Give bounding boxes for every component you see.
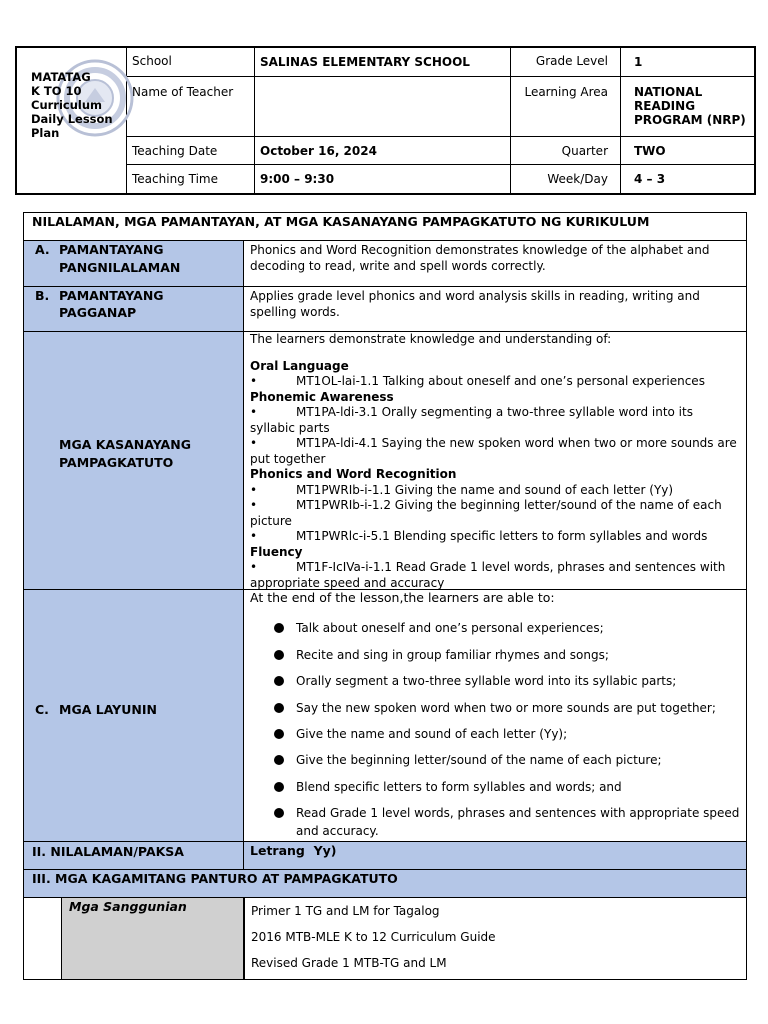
objective-item: Recite and sing in group familiar rhymes and songs; [250, 646, 740, 664]
oral-language-heading: Oral Language [250, 358, 349, 373]
header-row-school [127, 48, 754, 77]
learning-area-value: NATIONAL READING PROGRAM (NRP) [634, 85, 746, 127]
phonemic-awareness-heading: Phonemic Awareness [250, 389, 394, 404]
bullet-dot-icon [274, 808, 284, 818]
bullet-dot-icon [274, 703, 284, 713]
objective-item: Read Grade 1 level words, phrases and sentences with appropriate speed and accuracy. [250, 804, 740, 840]
objective-item: Orally segment a two-three syllable word into its syllabic parts; [250, 672, 740, 690]
references-list [244, 898, 746, 980]
content-topic-label: II. NILALAMAN/PAKSA [24, 842, 244, 869]
header-row-date [127, 137, 754, 165]
competency-item: • MT1PWRIb-i-1.2 Giving the beginning letter/sound of the name of each picture [250, 498, 722, 528]
grade-level-value: 1 [634, 55, 643, 69]
logo-cell [17, 48, 127, 193]
fluency-heading: Fluency [250, 544, 303, 559]
teaching-date-value: October 16, 2024 [255, 137, 511, 164]
quarter-label: Quarter [511, 137, 621, 164]
competencies-label: MGA KASANAYANG PAMPAGKATUTO [24, 332, 244, 589]
learning-area-label: Learning Area [511, 77, 621, 136]
competency-item: • MT1PA-ldi-4.1 Saying the new spoken word when two or more sounds are put together [250, 436, 737, 466]
performance-standard-label: B. PAMANTAYANG PAGGANAP [24, 287, 244, 331]
objective-item: Blend specific letters to form syllables and words; and [250, 778, 740, 796]
references-row [24, 898, 746, 980]
competencies-intro: The learners demonstrate knowledge and understanding of: [250, 332, 612, 346]
bullet-dot-icon [274, 676, 284, 686]
references-label: Mga Sanggunian [61, 898, 244, 980]
reference-item: Revised Grade 1 MTB-TG and LM [251, 956, 447, 970]
objectives-intro: At the end of the lesson,the learners are able to: [250, 590, 555, 605]
school-value: SALINAS ELEMENTARY SCHOOL [255, 48, 511, 76]
week-day-label: Week/Day [511, 165, 621, 193]
teaching-time-label: Teaching Time [127, 165, 255, 193]
header-row-time [127, 165, 754, 193]
teacher-label: Name of Teacher [127, 77, 255, 136]
competency-item: • MT1OL-lai-1.1 Talking about oneself and one’s personal experiences [250, 374, 705, 388]
competency-item: • MT1F-IcIVa-i-1.1 Read Grade 1 level words, phrases and sentences with appropriate speed and accuracy [250, 560, 726, 590]
content-standard-row [24, 241, 746, 287]
objectives-list [250, 619, 740, 840]
content-standard-label: A. PAMANTAYANG PANGNILALAMAN [24, 241, 244, 286]
objective-item: Give the beginning letter/sound of the name of each picture; [250, 751, 740, 769]
teacher-value [255, 77, 511, 136]
reference-item: Primer 1 TG and LM for Tagalog [251, 904, 440, 918]
content-topic-row [24, 842, 746, 870]
bullet-dot-icon [274, 729, 284, 739]
grade-level-label: Grade Level [511, 48, 621, 76]
objectives-label: C. MGA LAYUNIN [24, 590, 244, 841]
objective-item: Give the name and sound of each letter (Yy); [250, 725, 740, 743]
objective-item: Talk about oneself and one’s personal experiences; [250, 619, 740, 637]
competency-item: • MT1PWRIb-i-1.1 Giving the name and sound of each letter (Yy) [250, 482, 674, 497]
bullet-dot-icon [274, 782, 284, 792]
content-topic-value: Letrang Yy) [250, 843, 337, 858]
curriculum-table [23, 212, 747, 980]
reference-item: 2016 MTB-MLE K to 12 Curriculum Guide [251, 930, 496, 944]
bullet-dot-icon [274, 623, 284, 633]
competencies-row [24, 332, 746, 590]
header-row-teacher [127, 77, 754, 137]
logo-text: MATATAG K TO 10 Curriculum Daily Lesson Plan [31, 70, 113, 140]
objective-item: Say the new spoken word when two or more sounds are put together; [250, 699, 740, 717]
quarter-value: TWO [634, 144, 666, 158]
materials-title: III. MGA KAGAMITANG PANTURO AT PAMPAGKATUTO [24, 870, 746, 898]
section-title: NILALAMAN, MGA PAMANTAYAN, AT MGA KASANAYANG PAMPAGKATUTO NG KURIKULUM [24, 213, 746, 241]
content-standard-text: Phonics and Word Recognition demonstrates knowledge of the alphabet and decoding to read, write and spell words correctly. [250, 243, 710, 273]
objectives-content [244, 590, 746, 841]
phonics-heading: Phonics and Word Recognition [250, 467, 457, 481]
performance-standard-text: Applies grade level phonics and word analysis skills in reading, writing and spelling words. [250, 289, 700, 319]
performance-standard-row [24, 287, 746, 332]
competency-item: • MT1PA-ldi-3.1 Orally segmenting a two-three syllable word into its syllabic parts [250, 405, 693, 435]
objectives-row [24, 590, 746, 842]
bullet-dot-icon [274, 755, 284, 765]
bullet-dot-icon [274, 650, 284, 660]
school-label: School [127, 48, 255, 76]
teaching-date-label: Teaching Date [127, 137, 255, 164]
competencies-content [244, 332, 746, 589]
lesson-plan-header [15, 46, 756, 195]
teaching-time-value: 9:00 – 9:30 [255, 165, 511, 193]
week-day-value: 4 – 3 [634, 172, 666, 186]
competency-item: • MT1PWRlc-i-5.1 Blending specific letters to form syllables and words [250, 529, 708, 543]
